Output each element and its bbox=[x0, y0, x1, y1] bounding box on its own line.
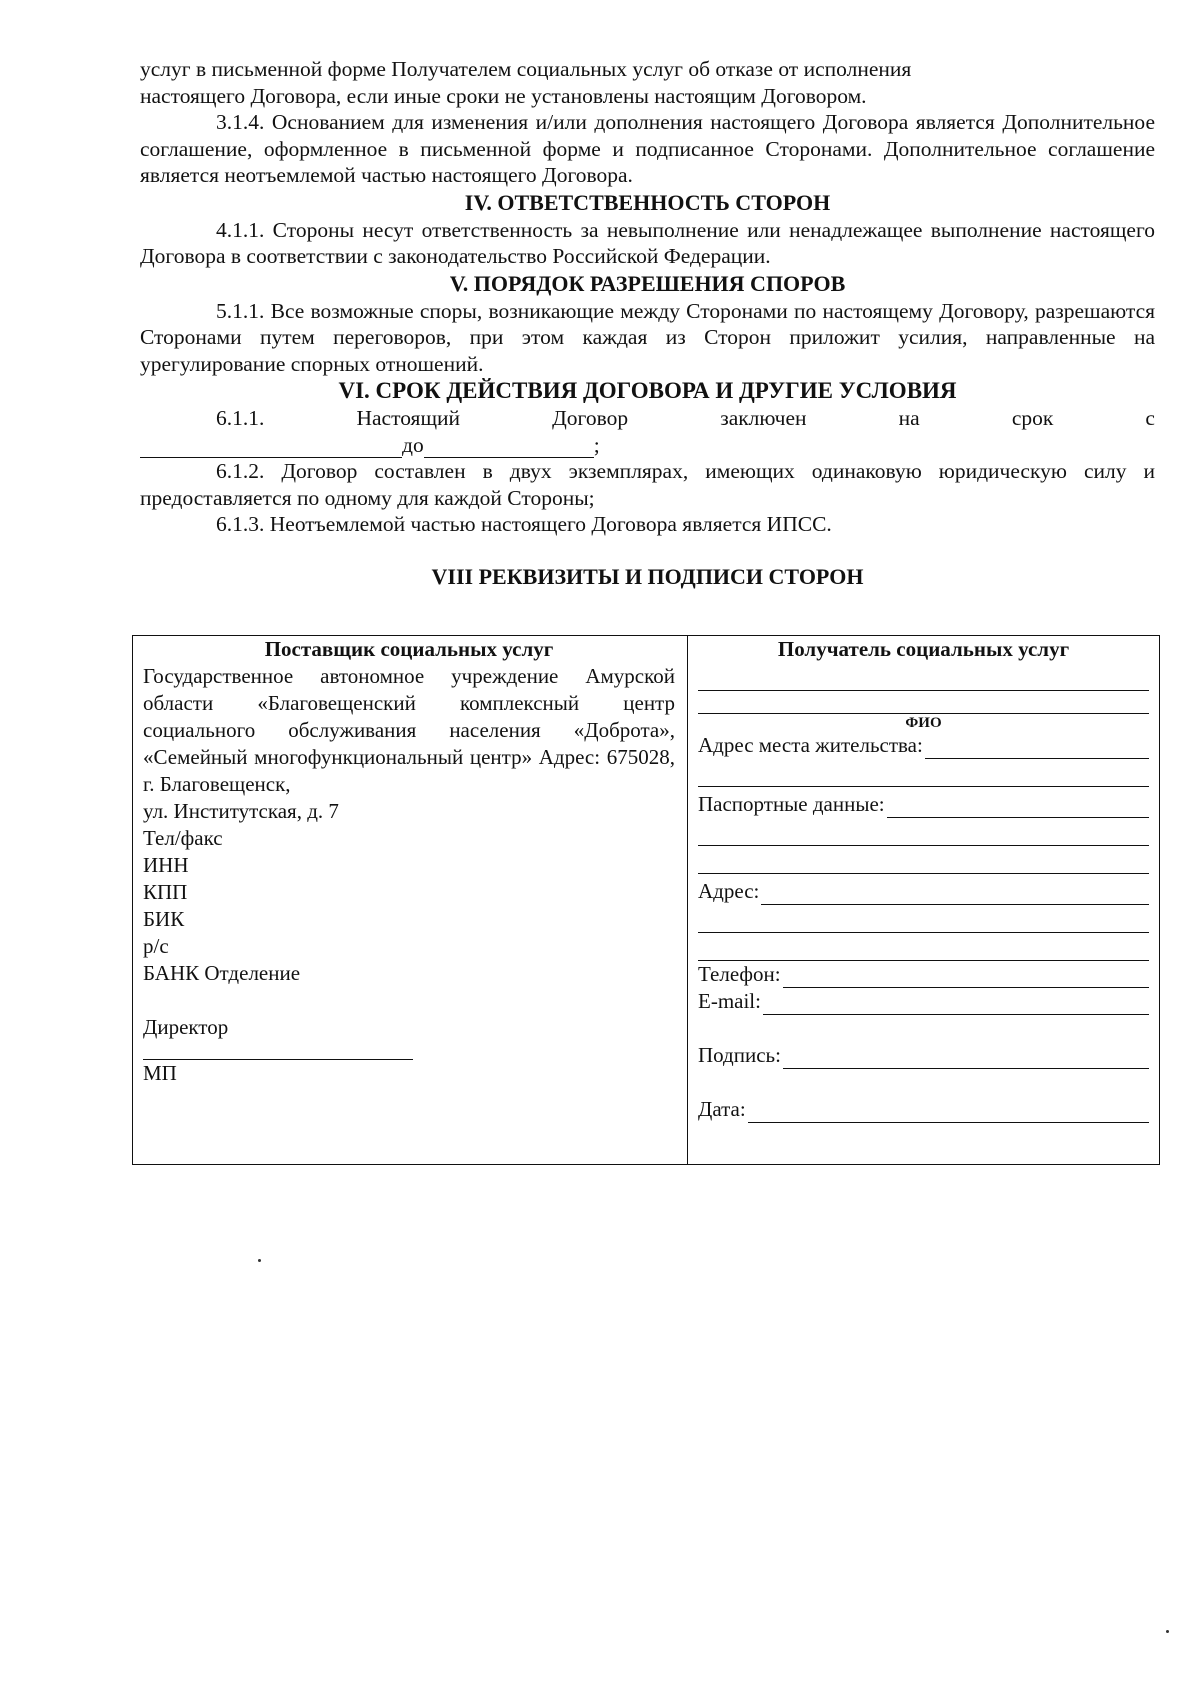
intro-line-1: услуг в письменной форме Получателем социальных услуг об отказе от исполнения bbox=[140, 57, 912, 81]
provider-kpp: КПП bbox=[143, 880, 188, 904]
start-date-blank[interactable] bbox=[140, 437, 402, 458]
clause-5-1-1: 5.1.1. Все возможные споры, возникающие между Сторонами по настоящему Договору, разрешаются Сторонами путем переговоров, при этом каждая из Сторон приложит усилия, направленные на урегулирование спорных отношений. bbox=[140, 298, 1155, 376]
passport-field[interactable]: Паспортные данные: bbox=[698, 791, 1149, 818]
recipient-heading: Получатель социальных услуг bbox=[777, 637, 1070, 661]
residence-line-2[interactable] bbox=[698, 759, 1149, 787]
provider-street: ул. Институтская, д. 7 bbox=[143, 799, 339, 823]
director-label: Директор bbox=[143, 1015, 229, 1039]
address-line-2[interactable] bbox=[698, 905, 1149, 933]
recipient-name-line-2[interactable] bbox=[698, 691, 1149, 714]
phone-field[interactable]: Телефон: bbox=[698, 961, 1149, 988]
recipient-column bbox=[688, 636, 1160, 1165]
clause-6-1-3: 6.1.3. Неотъемлемой частью настоящего Договора является ИПСС. bbox=[216, 512, 832, 536]
provider-inn: ИНН bbox=[143, 853, 189, 877]
provider-organization: Государственное автономное учреждение Амурской области «Благовещенский комплексный центр социального обслуживания населения «Доброта», «Семейный многофункциональный центр» Адрес: 675028, г. Благовещенск, bbox=[143, 664, 675, 796]
email-field[interactable]: E-mail: bbox=[698, 988, 1149, 1015]
section-5-title: V. ПОРЯДОК РАЗРЕШЕНИЯ СПОРОВ bbox=[449, 270, 846, 296]
fio-caption: ФИО bbox=[905, 715, 942, 731]
director-signature-line[interactable] bbox=[143, 1041, 413, 1060]
provider-heading: Поставщик социальных услуг bbox=[264, 637, 554, 661]
date-field[interactable]: Дата: bbox=[698, 1096, 1149, 1123]
requisites-table bbox=[132, 635, 1160, 1165]
clause-6-1-2: 6.1.2. Договор составлен в двух экземплярах, имеющих одинаковую юридическую силу и предоставляется по одному для каждой Стороны; bbox=[140, 459, 1155, 510]
section-4-title: IV. ОТВЕТСТВЕННОСТЬ СТОРОН bbox=[464, 189, 831, 215]
residence-field[interactable]: Адрес места жительства: bbox=[698, 732, 1149, 759]
section-6-title: VI. СРОК ДЕЙСТВИЯ ДОГОВОРА И ДРУГИЕ УСЛОВИЯ bbox=[338, 378, 957, 403]
provider-bik: БИК bbox=[143, 907, 185, 931]
scan-speck bbox=[1166, 1630, 1169, 1633]
address-line-3[interactable] bbox=[698, 933, 1149, 961]
clause-3-1-4: 3.1.4. Основанием для изменения и/или дополнения настоящего Договора является Дополнительное соглашение, оформленное в письменной форме и подписанное Сторонами. Дополнительное соглашение является неотъемлемой частью настоящего Договора. bbox=[140, 110, 1155, 187]
scan-speck bbox=[258, 1259, 261, 1262]
provider-account: р/с bbox=[143, 934, 169, 958]
passport-line-2[interactable] bbox=[698, 818, 1149, 846]
intro-line-2: настоящего Договора, если иные сроки не установлены настоящим Договором. bbox=[140, 83, 867, 108]
stamp-label: МП bbox=[143, 1061, 177, 1085]
end-date-blank[interactable] bbox=[424, 437, 594, 458]
signature-field[interactable]: Подпись: bbox=[698, 1042, 1149, 1069]
term-dates-line: до ; bbox=[140, 432, 1155, 459]
clause-6-1-1: 6.1.1. Настоящий Договор заключен на срок с bbox=[216, 406, 1155, 430]
clause-4-1-1: 4.1.1. Стороны несут ответственность за невыполнение или ненадлежащее выполнение настоящего Договора в соответствии с законодательство Российской Федерации. bbox=[140, 217, 1155, 268]
provider-column bbox=[133, 636, 688, 1165]
provider-phone: Тел/факс bbox=[143, 826, 223, 850]
contract-page bbox=[140, 56, 1155, 590]
requisites-title: VIII РЕКВИЗИТЫ И ПОДПИСИ СТОРОН bbox=[431, 563, 864, 589]
provider-bank: БАНК Отделение bbox=[143, 961, 301, 985]
address-field[interactable]: Адрес: bbox=[698, 878, 1149, 905]
recipient-name-line-1[interactable] bbox=[698, 663, 1149, 691]
passport-line-3[interactable] bbox=[698, 846, 1149, 874]
